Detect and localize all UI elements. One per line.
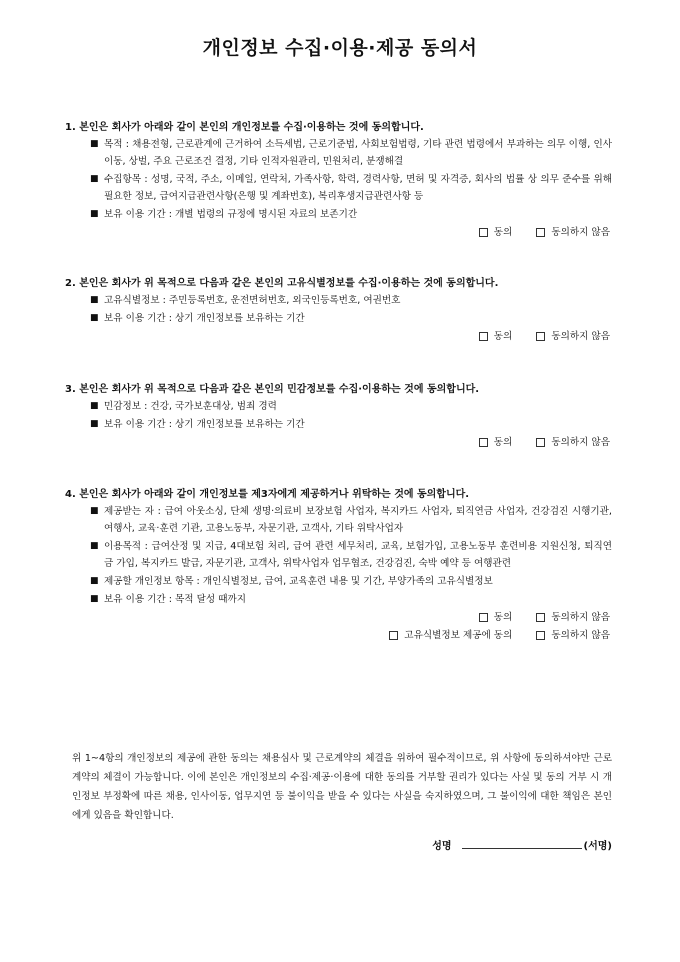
square-bullet-icon: ■ — [90, 139, 99, 149]
checkbox-icon[interactable] — [389, 631, 398, 640]
disagree-label: 동의하지 않음 — [551, 331, 610, 342]
bullet-text: 제공받는 자 : 급여 아웃소싱, 단체 생명·의료비 보장보험 사업자, 복지카드 사업자, 퇴직연금 사업자, 건강검진 시행기관, 여행사, 교육·훈련 기관, 고용노동부, 자문기관, 고객사, 기타 위탁사업자 — [104, 506, 612, 534]
checkbox-icon[interactable] — [479, 332, 488, 341]
section-2-bullet-unique-id — [90, 292, 620, 309]
section-4-unique-id-consent-options — [60, 627, 620, 644]
square-bullet-icon: ■ — [90, 541, 99, 551]
checkbox-icon[interactable] — [536, 613, 545, 622]
bullet-text: 보유 이용 기간 : 상기 개인정보를 보유하는 기간 — [104, 419, 305, 430]
checkbox-icon[interactable] — [536, 228, 545, 237]
checkbox-icon[interactable] — [536, 438, 545, 447]
section-1 — [60, 121, 620, 241]
signature-name-label: 성명 — [432, 841, 452, 852]
section-1-consent-options — [60, 224, 620, 241]
bullet-text: 목적 : 채용전형, 근로관계에 근거하여 소득세법, 근로기준법, 사회보험법령, 기타 관련 법령에서 부과하는 의무 이행, 인사이동, 상벌, 주요 근로조건 결정, 기타 인적자원관리, 민원처리, 분쟁해결 — [104, 139, 612, 167]
bullet-text: 제공할 개인정보 항목 : 개인식별정보, 급여, 교육훈련 내용 및 기간, 부양가족의 고유식별정보 — [104, 576, 493, 587]
section-1-bullet-period — [90, 206, 620, 223]
agree-label: 동의 — [493, 331, 513, 342]
square-bullet-icon: ■ — [90, 419, 99, 429]
disagree-label: 동의하지 않음 — [551, 612, 610, 623]
bullet-text: 이용목적 : 급여산정 및 지급, 4대보험 처리, 급여 관련 세무처리, 교육, 보험가입, 고용노동부 훈련비용 지원신청, 퇴직연금 가입, 복지카드 발급, 자문기관, 고객사, 위탁사업자 업무협조, 건강검진, 숙박 예약 등 여행관련 — [104, 541, 612, 569]
section-2-bullet-period — [90, 310, 620, 327]
unique-id-agree-checkbox[interactable] — [389, 627, 512, 644]
agree-checkbox[interactable] — [479, 609, 513, 626]
unique-id-agree-label: 고유식별정보 제공에 동의 — [404, 630, 513, 641]
bullet-text: 고유식별정보 : 주민등록번호, 운전면허번호, 외국인등록번호, 여권번호 — [104, 295, 401, 306]
section-3-bullet-sensitive — [90, 398, 620, 415]
section-1-heading: 1. 본인은 회사가 아래와 같이 본인의 개인정보를 수집·이용하는 것에 동의합니다. — [65, 122, 424, 133]
square-bullet-icon: ■ — [90, 313, 99, 323]
section-3 — [60, 383, 620, 451]
confirmation-paragraph: 위 1~4항의 개인정보의 제공에 관한 동의는 채용심사 및 근로계약의 체결을 위하여 필수적이므로, 위 사항에 동의하셔야만 근로계약의 체결이 가능합니다. 이에 본인은 개인정보의 수집·제공·이용에 대한 동의를 거부할 권리가 있다는 사실 및 동의 거부 시 개인정보 부정확에 따른 채용, 인사이동, 업무지연 등 불이익을 받을 수 있다는 사실을 숙지하였으며, 그 불이익에 대한 책임은 본인에게 있음을 확인합니다. — [72, 753, 612, 821]
section-1-bullet-items — [90, 171, 620, 205]
signature-suffix: (서명) — [583, 841, 612, 852]
disagree-checkbox[interactable] — [536, 609, 610, 626]
signature-line[interactable] — [462, 836, 582, 849]
unique-id-disagree-label: 동의하지 않음 — [551, 630, 610, 641]
bullet-text: 수집항목 : 성명, 국적, 주소, 이메일, 연락처, 가족사항, 학력, 경력사항, 면허 및 자격증, 회사의 법률 상 의무 준수를 위해 필요한 정보, 급여지급관련사항(은행 및 계좌번호), 복리후생지급관련사항 등 — [104, 174, 612, 202]
square-bullet-icon: ■ — [90, 295, 99, 305]
section-4-bullet-period — [90, 591, 620, 608]
checkbox-icon[interactable] — [479, 228, 488, 237]
agree-checkbox[interactable] — [479, 434, 513, 451]
agree-label: 동의 — [493, 612, 513, 623]
disagree-checkbox[interactable] — [536, 224, 610, 241]
square-bullet-icon: ■ — [90, 174, 99, 184]
section-4-bullet-recipients — [90, 503, 620, 537]
section-2-heading: 2. 본인은 회사가 위 목적으로 다음과 같은 본인의 고유식별정보를 수집·이용하는 것에 동의합니다. — [65, 278, 499, 289]
checkbox-icon[interactable] — [479, 613, 488, 622]
agree-label: 동의 — [493, 437, 513, 448]
bullet-text: 민감정보 : 건강, 국가보훈대상, 범죄 경력 — [104, 401, 277, 412]
section-4-bullet-purpose — [90, 538, 620, 572]
bullet-text: 보유 이용 기간 : 상기 개인정보를 보유하는 기간 — [104, 313, 305, 324]
square-bullet-icon: ■ — [90, 506, 99, 516]
section-2 — [60, 277, 620, 345]
section-3-bullet-period — [90, 416, 620, 433]
disagree-checkbox[interactable] — [536, 328, 610, 345]
disagree-label: 동의하지 않음 — [551, 227, 610, 238]
disagree-checkbox[interactable] — [536, 434, 610, 451]
square-bullet-icon: ■ — [90, 209, 99, 219]
section-2-consent-options — [60, 328, 620, 345]
square-bullet-icon: ■ — [90, 576, 99, 586]
square-bullet-icon: ■ — [90, 594, 99, 604]
section-3-consent-options — [60, 434, 620, 451]
checkbox-icon[interactable] — [536, 631, 545, 640]
bullet-text: 보유 이용 기간 : 목적 달성 때까지 — [104, 594, 247, 605]
checkbox-icon[interactable] — [536, 332, 545, 341]
section-4-consent-options — [60, 609, 620, 626]
square-bullet-icon: ■ — [90, 401, 99, 411]
section-1-bullet-purpose — [90, 136, 620, 170]
agree-checkbox[interactable] — [479, 328, 513, 345]
disagree-label: 동의하지 않음 — [551, 437, 610, 448]
section-3-heading: 3. 본인은 회사가 위 목적으로 다음과 같은 본인의 민감정보를 수집·이용하는 것에 동의합니다. — [65, 384, 480, 395]
agree-label: 동의 — [493, 227, 513, 238]
section-4 — [60, 488, 620, 644]
document-title: 개인정보 수집·이용·제공 동의서 — [202, 37, 478, 59]
unique-id-disagree-checkbox[interactable] — [536, 627, 610, 644]
bullet-text: 보유 이용 기간 : 개별 법령의 규정에 명시된 자료의 보존기간 — [104, 209, 358, 220]
checkbox-icon[interactable] — [479, 438, 488, 447]
section-4-heading: 4. 본인은 회사가 아래와 같이 개인정보를 제3자에게 제공하거나 위탁하는 것에 동의합니다. — [65, 489, 470, 500]
section-4-bullet-items — [90, 573, 620, 590]
signature-block — [432, 836, 612, 852]
agree-checkbox[interactable] — [479, 224, 513, 241]
